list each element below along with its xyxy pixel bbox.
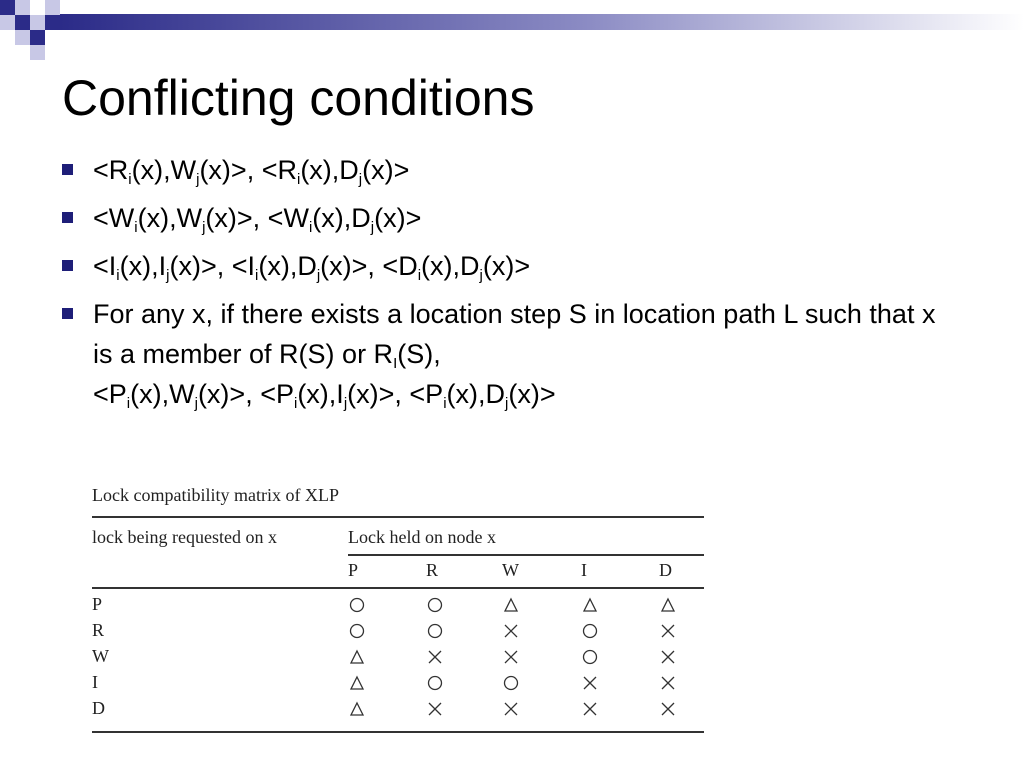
matrix-cell <box>656 672 680 696</box>
bullet-item <box>60 294 960 414</box>
table-row <box>92 594 704 620</box>
column-label: I <box>581 560 587 580</box>
matrix-cell <box>578 672 602 696</box>
table-row <box>92 672 704 698</box>
circle-icon <box>426 596 444 614</box>
bullet-text: $<R_i(x),W_j(x)>$, $<R_i(x),D_j(x)>$ <box>93 155 410 188</box>
matrix-cell <box>656 620 680 644</box>
bullet-text: $<I_i(x),I_j(x)>$, $<I_i(x),D_j(x)>$, $<D_i(x),D_j(x)>$ <box>93 251 531 284</box>
bullet-item <box>60 150 960 190</box>
cross-icon <box>659 622 677 640</box>
lock-compatibility-matrix <box>92 516 704 734</box>
matrix-cell <box>656 646 680 670</box>
triangle-icon <box>659 596 677 614</box>
row-label: D <box>92 698 105 718</box>
row-label: W <box>92 646 109 666</box>
circle-icon <box>426 622 444 640</box>
matrix-cell <box>345 698 369 722</box>
circle-icon <box>426 674 444 692</box>
matrix-caption: Lock compatibility matrix of XLP <box>92 485 339 505</box>
matrix-cell <box>423 620 447 644</box>
cross-icon <box>581 674 599 692</box>
row-label: R <box>92 620 105 640</box>
slide-title: Conflicting conditions <box>62 70 535 126</box>
row-header: lock being requested on x <box>92 527 277 547</box>
triangle-icon <box>348 648 366 666</box>
matrix-cell <box>499 698 523 722</box>
triangle-icon <box>348 674 366 692</box>
cross-icon <box>659 700 677 718</box>
cross-icon <box>659 674 677 692</box>
circle-icon <box>348 622 366 640</box>
matrix-cell <box>423 594 447 618</box>
cross-icon <box>502 648 520 666</box>
matrix-cell <box>345 620 369 644</box>
column-header: Lock held on node x <box>348 527 496 547</box>
cross-icon <box>426 700 444 718</box>
table-row <box>92 698 704 724</box>
bullet-list <box>60 150 960 422</box>
matrix-cell <box>423 672 447 696</box>
cross-icon <box>502 622 520 640</box>
table-row <box>92 620 704 646</box>
matrix-cell <box>423 698 447 722</box>
square-bullet-icon <box>62 212 73 223</box>
matrix-cell <box>423 646 447 670</box>
cross-icon <box>502 700 520 718</box>
square-bullet-icon <box>62 164 73 175</box>
circle-icon <box>581 648 599 666</box>
matrix-cell <box>578 594 602 618</box>
triangle-icon <box>581 596 599 614</box>
matrix-cell <box>499 646 523 670</box>
circle-icon <box>348 596 366 614</box>
column-label: W <box>502 560 519 580</box>
row-label: I <box>92 672 98 692</box>
header-decoration <box>0 0 1024 60</box>
matrix-cell <box>345 646 369 670</box>
column-label: D <box>659 560 672 580</box>
table-row <box>92 646 704 672</box>
cross-icon <box>426 648 444 666</box>
square-bullet-icon <box>62 308 73 319</box>
bullet-text: For any x, if there exists a location step S in location path L such that x is a member of R(S) or $R_I(S)$, $<P_i(x),W_j(x)>$, $<P_i(x),I_j(x)>$, $<P_i(x),D_j(x)>$ <box>93 299 936 412</box>
circle-icon <box>581 622 599 640</box>
column-label: P <box>348 560 359 580</box>
cross-icon <box>581 700 599 718</box>
square-bullet-icon <box>62 260 73 271</box>
matrix-cell <box>578 620 602 644</box>
matrix-cell <box>345 594 369 618</box>
matrix-cell <box>656 698 680 722</box>
bullet-item <box>60 198 960 238</box>
matrix-cell <box>499 672 523 696</box>
matrix-cell <box>345 672 369 696</box>
matrix-cell <box>578 646 602 670</box>
circle-icon <box>502 674 520 692</box>
triangle-icon <box>348 700 366 718</box>
cross-icon <box>659 648 677 666</box>
bullet-text: $<W_i(x),W_j(x)>$, $<W_i(x),D_j(x)>$ <box>93 203 422 236</box>
matrix-cell <box>656 594 680 618</box>
matrix-cell <box>499 620 523 644</box>
column-label: R <box>426 560 439 580</box>
matrix-cell <box>578 698 602 722</box>
matrix-cell <box>499 594 523 618</box>
row-label: P <box>92 594 103 614</box>
triangle-icon <box>502 596 520 614</box>
bullet-item <box>60 246 960 286</box>
